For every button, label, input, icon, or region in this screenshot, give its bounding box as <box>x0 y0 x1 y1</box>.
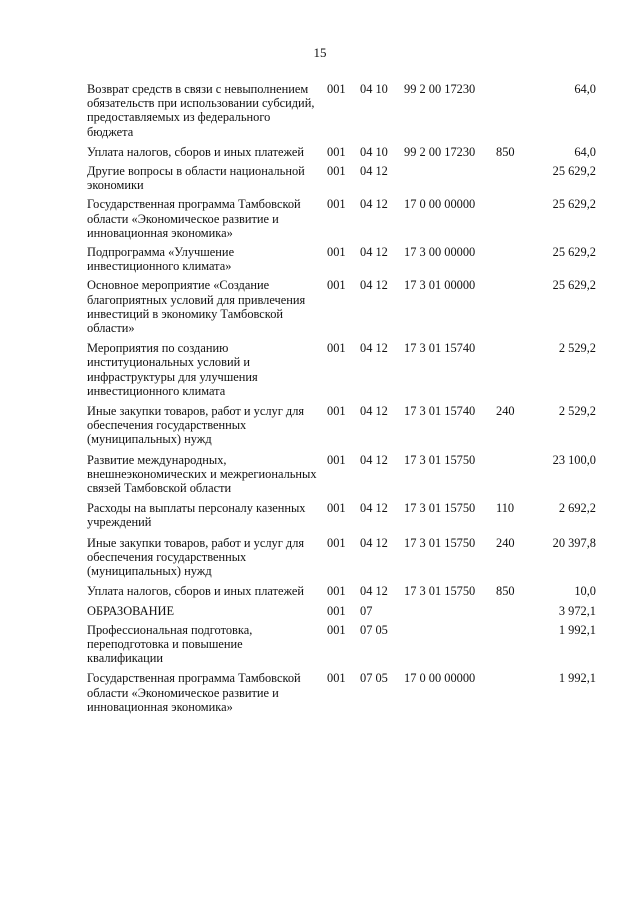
row-ministry: 001 <box>327 144 346 159</box>
row-amount: 20 397,8 <box>552 535 596 550</box>
row-article: 17 3 01 15750 <box>404 452 476 467</box>
table-row <box>0 501 640 529</box>
row-name: Уплата налогов, сборов и иных платежей <box>87 144 305 159</box>
row-amount: 23 100,0 <box>552 452 596 467</box>
row-article: 99 2 00 17230 <box>404 144 476 159</box>
row-name: ОБРАЗОВАНИЕ <box>87 603 175 618</box>
budget-table <box>0 82 640 714</box>
row-article: 17 0 00 00000 <box>404 197 476 212</box>
row-name: Основное мероприятие «Создание благоприятных условий для привлечения инвестиций в экономику Тамбовской области» <box>87 278 306 336</box>
row-name: Мероприятия по созданию институциональных условий и инфраструктуры для улучшения инвестиционного климата <box>87 341 258 398</box>
row-article: 17 3 01 15750 <box>404 584 476 599</box>
table-row <box>0 453 640 496</box>
row-amount: 64,0 <box>574 82 596 96</box>
row-ministry: 001 <box>327 584 346 599</box>
row-amount: 1 992,1 <box>558 671 596 686</box>
table-row <box>0 245 640 273</box>
row-name: Иные закупки товаров, работ и услуг для обеспечения государственных (муниципальных) нужд <box>87 404 305 447</box>
row-ministry: 001 <box>327 404 346 419</box>
page-number: 15 <box>313 45 327 60</box>
row-expense-type: 240 <box>496 535 515 550</box>
row-section: 04 12 <box>360 452 388 467</box>
table-row <box>0 145 640 159</box>
row-article: 17 0 00 00000 <box>404 671 476 686</box>
table-row <box>0 671 640 714</box>
row-amount: 25 629,2 <box>552 197 596 212</box>
row-name: Государственная программа Тамбовской области «Экономическое развитие и инновационная экономика» <box>87 197 301 240</box>
row-amount: 2 692,2 <box>558 501 596 516</box>
table-row <box>0 404 640 447</box>
table-row <box>0 584 640 598</box>
row-section: 04 12 <box>360 341 388 356</box>
row-section: 07 05 <box>360 622 388 637</box>
row-amount: 1 992,1 <box>558 622 596 637</box>
row-ministry: 001 <box>327 278 346 293</box>
row-expense-type: 110 <box>496 501 515 516</box>
row-amount: 25 629,2 <box>552 245 596 260</box>
row-article: 17 3 01 00000 <box>404 278 476 293</box>
row-ministry: 001 <box>327 197 346 212</box>
row-section: 04 12 <box>360 584 388 599</box>
row-name: Иные закупки товаров, работ и услуг для обеспечения государственных (муниципальных) нужд <box>87 535 305 579</box>
row-expense-type: 850 <box>496 584 515 599</box>
row-section: 07 05 <box>360 671 388 686</box>
table-row <box>0 197 640 240</box>
row-ministry: 001 <box>327 535 346 550</box>
row-name: Профессиональная подготовка, переподготовка и повышение квалификации <box>87 622 253 666</box>
table-row <box>0 341 640 398</box>
row-expense-type: 240 <box>496 404 515 419</box>
row-section: 04 12 <box>360 164 388 179</box>
row-section: 04 10 <box>360 144 388 159</box>
row-section: 04 12 <box>360 278 388 293</box>
row-name: Расходы на выплаты персоналу казенных учреждений <box>87 501 306 530</box>
row-article: 99 2 00 17230 <box>404 82 476 96</box>
row-amount: 64,0 <box>574 144 596 159</box>
row-ministry: 001 <box>327 245 346 260</box>
row-section: 04 12 <box>360 404 388 419</box>
row-section: 04 12 <box>360 535 388 550</box>
table-row <box>0 536 640 579</box>
row-ministry: 001 <box>327 341 346 356</box>
row-ministry: 001 <box>327 164 346 179</box>
row-amount: 25 629,2 <box>552 278 596 293</box>
row-name: Государственная программа Тамбовской области «Экономическое развитие и инновационная экономика» <box>87 671 301 714</box>
table-row <box>0 278 640 335</box>
row-amount: 2 529,2 <box>558 341 596 356</box>
row-expense-type: 850 <box>496 144 515 159</box>
row-amount: 2 529,2 <box>558 404 596 419</box>
table-row <box>0 623 640 666</box>
row-name: Развитие международных, внешнеэкономических и межрегиональных связей Тамбовской области <box>87 452 317 496</box>
row-amount: 10,0 <box>574 584 596 599</box>
row-section: 04 10 <box>360 82 388 96</box>
row-ministry: 001 <box>327 82 346 96</box>
row-article: 17 3 01 15750 <box>404 535 476 550</box>
row-section: 04 12 <box>360 245 388 260</box>
row-section: 07 <box>360 603 373 618</box>
row-ministry: 001 <box>327 671 346 686</box>
table-row <box>0 82 640 139</box>
row-amount: 3 972,1 <box>558 603 596 618</box>
row-amount: 25 629,2 <box>552 164 596 179</box>
row-ministry: 001 <box>327 622 346 637</box>
row-ministry: 001 <box>327 603 346 618</box>
row-name: Подпрограмма «Улучшение инвестиционного климата» <box>87 245 235 274</box>
row-article: 17 3 01 15740 <box>404 341 476 356</box>
table-row <box>0 604 640 618</box>
row-section: 04 12 <box>360 197 388 212</box>
row-name: Возврат средств в связи с невыполнением обязательств при использовании субсидий, предоставляемых из федерального бюджета <box>87 82 315 139</box>
table-row <box>0 164 640 192</box>
row-section: 04 12 <box>360 501 388 516</box>
row-ministry: 001 <box>327 501 346 516</box>
row-name: Другие вопросы в области национальной экономики <box>87 164 305 193</box>
row-article: 17 3 01 15750 <box>404 501 476 516</box>
row-ministry: 001 <box>327 452 346 467</box>
row-name: Уплата налогов, сборов и иных платежей <box>87 584 305 599</box>
row-article: 17 3 01 15740 <box>404 404 476 419</box>
row-article: 17 3 00 00000 <box>404 245 476 260</box>
